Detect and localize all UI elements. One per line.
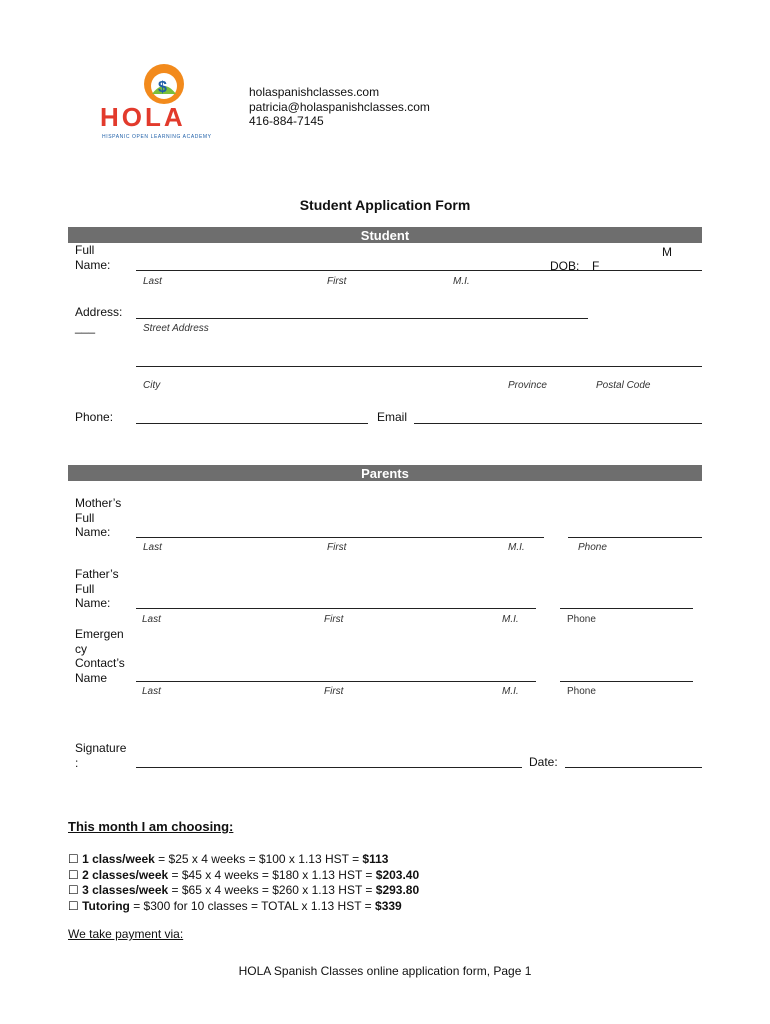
father-name-field[interactable] [136, 608, 536, 609]
date-label: Date: [529, 755, 558, 769]
checkbox-icon[interactable]: ☐ [68, 852, 79, 866]
svg-text:$: $ [158, 79, 167, 96]
dob-label: DOB: [550, 259, 580, 273]
father-name-label: Father’s Full Name: [75, 567, 119, 610]
street-address-field[interactable] [136, 318, 588, 319]
province-caption: Province [508, 380, 547, 391]
website-link[interactable]: holaspanishclasses.com [249, 85, 380, 99]
gender-f-option[interactable]: F [592, 259, 600, 273]
logo-tagline: HISPANIC OPEN LEARNING ACADEMY [102, 134, 212, 140]
full-name-field[interactable] [136, 270, 702, 271]
plan-option[interactable]: ☐ 3 classes/week = $65 x 4 weeks = $260 x 1.13 HST = $293.80 [68, 883, 420, 897]
logo [92, 52, 234, 152]
phone-field[interactable] [136, 423, 368, 424]
mother-caption-phone: Phone [578, 542, 607, 553]
phone-number: 416-884-7145 [249, 114, 324, 128]
emergency-caption-last: Last [142, 686, 161, 697]
checkbox-icon[interactable]: ☐ [68, 898, 79, 913]
city-caption: City [143, 380, 161, 391]
mother-phone-field[interactable] [568, 537, 702, 538]
father-caption-first: First [324, 614, 344, 625]
parents-section-header: Parents [68, 465, 702, 481]
emergency-caption-phone: Phone [567, 686, 596, 697]
emergency-caption-mi: M.I. [502, 686, 519, 697]
contact-info [249, 85, 430, 129]
plan-option[interactable]: ☐ Tutoring = $300 for 10 classes = TOTAL x 1.13 HST = $339 [68, 898, 402, 913]
gender-m-option[interactable]: M [662, 245, 672, 259]
full-name-label: Full Name: [75, 243, 111, 272]
father-caption-mi: M.I. [502, 614, 519, 625]
signature-field[interactable] [136, 767, 522, 768]
father-caption-last: Last [142, 614, 161, 625]
page-footer: HOLA Spanish Classes online application form, Page 1 [238, 964, 532, 978]
street-caption: Street Address [143, 323, 209, 334]
signature-label: Signature : [75, 741, 127, 770]
mother-caption-first: First [327, 542, 347, 553]
mother-caption-mi: M.I. [508, 542, 525, 553]
mother-name-field[interactable] [136, 537, 544, 538]
student-section-header: Student [68, 227, 702, 243]
email-label: Email [377, 410, 408, 424]
date-field[interactable] [565, 767, 702, 768]
logo-text: HOLA [100, 102, 186, 132]
emergency-name-field[interactable] [136, 681, 536, 682]
emergency-caption-first: First [324, 686, 344, 697]
postal-caption: Postal Code [596, 380, 651, 391]
address-label: Address: ___ [75, 305, 123, 334]
name-caption-last: Last [143, 276, 162, 287]
emergency-contact-label: Emergen cy Contact’s Name [75, 627, 125, 685]
city-province-postal-field[interactable] [136, 366, 702, 367]
father-phone-field[interactable] [560, 608, 693, 609]
email-field[interactable] [414, 423, 702, 424]
page-title: Student Application Form [299, 197, 471, 213]
email-link[interactable]: patricia@holaspanishclasses.com [249, 99, 430, 114]
mother-caption-last: Last [143, 542, 162, 553]
name-caption-first: First [327, 276, 347, 287]
choosing-heading: This month I am choosing: [68, 819, 234, 834]
plan-option[interactable]: ☐ 2 classes/week = $45 x 4 weeks = $180 x 1.13 HST = $203.40 [68, 867, 420, 882]
checkbox-icon[interactable]: ☐ [68, 883, 79, 897]
checkbox-icon[interactable]: ☐ [68, 867, 79, 882]
logo-graphic [92, 52, 234, 152]
plan-option[interactable]: ☐ 1 class/week = $25 x 4 weeks = $100 x 1.13 HST = $113 [68, 852, 389, 866]
payment-heading: We take payment via: [68, 927, 184, 941]
plan-options [68, 852, 419, 914]
father-caption-phone: Phone [567, 614, 596, 625]
phone-label: Phone: [75, 410, 114, 424]
emergency-phone-field[interactable] [560, 681, 693, 682]
name-caption-mi: M.I. [453, 276, 470, 287]
mother-name-label: Mother’s Full Name: [75, 496, 122, 539]
